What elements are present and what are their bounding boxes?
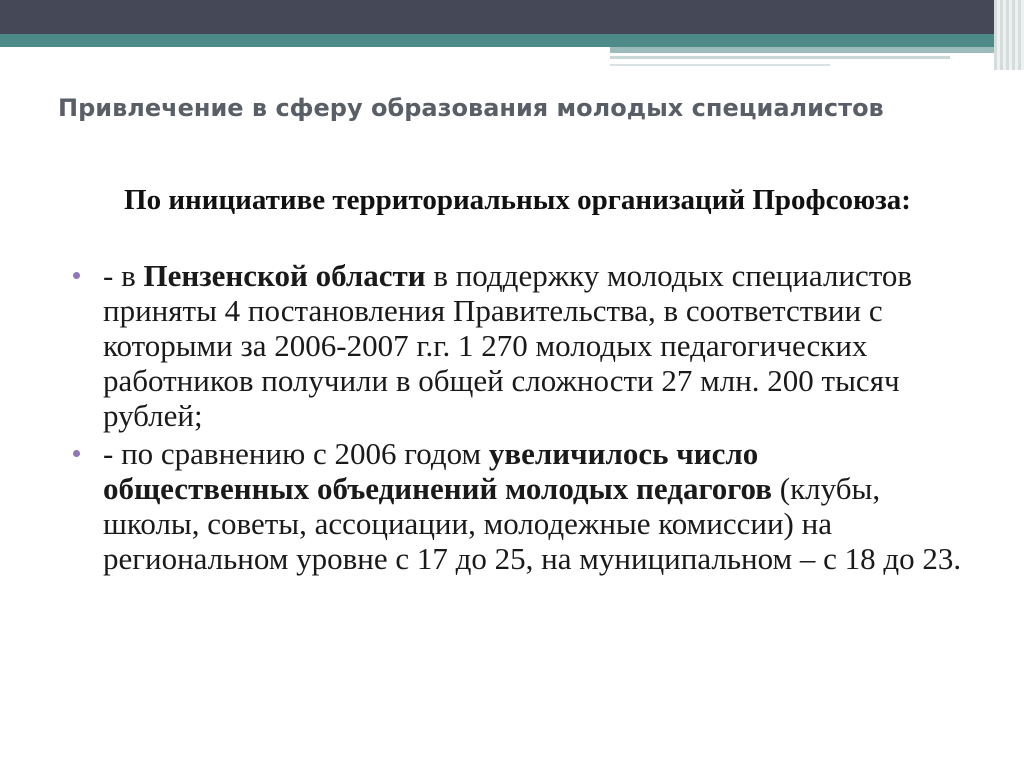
- bullet-list: [72, 258, 972, 579]
- bullet-prefix: - по сравнению с 2006 годом: [103, 436, 489, 471]
- slide-title: Привлечение в сферу образования молодых специалистов: [58, 94, 884, 122]
- bullet-dot-icon: [73, 272, 80, 279]
- bullet-text: (клубы, школы, советы, ассоциации, молодежные комиссии) на региональном уровне с 17 до 25, на муниципальном – с 18 до 23.: [103, 471, 962, 576]
- bullet-prefix: - в: [103, 258, 144, 293]
- bullet-text: в поддержку молодых специалистов приняты 4 постановления Правительства, в соответствии с которыми за 2006-2007 г.г. 1 270 молодых педагогических работников получили в общей сложности 27 млн. 200 тысяч рублей;: [103, 258, 913, 433]
- header-accent-line: [610, 56, 950, 59]
- bullet-item-associations: [72, 436, 972, 576]
- edge-stripes-decoration: [994, 0, 1024, 70]
- bullet-bold-text: увеличилось число общественных объединений молодых педагогов: [103, 436, 773, 506]
- header-banner-dark: [0, 0, 1024, 34]
- slide-subtitle: По инициативе территориальных организаций Профсоюза:: [124, 184, 911, 216]
- header-accent-line-thin: [610, 64, 830, 66]
- bullet-dot-icon: [73, 450, 80, 457]
- bullet-item-penza: [72, 258, 972, 433]
- header-banner-accent: [610, 47, 1000, 53]
- bullet-bold-text: Пензенской области: [143, 258, 426, 293]
- header-banner-teal: [0, 34, 1000, 47]
